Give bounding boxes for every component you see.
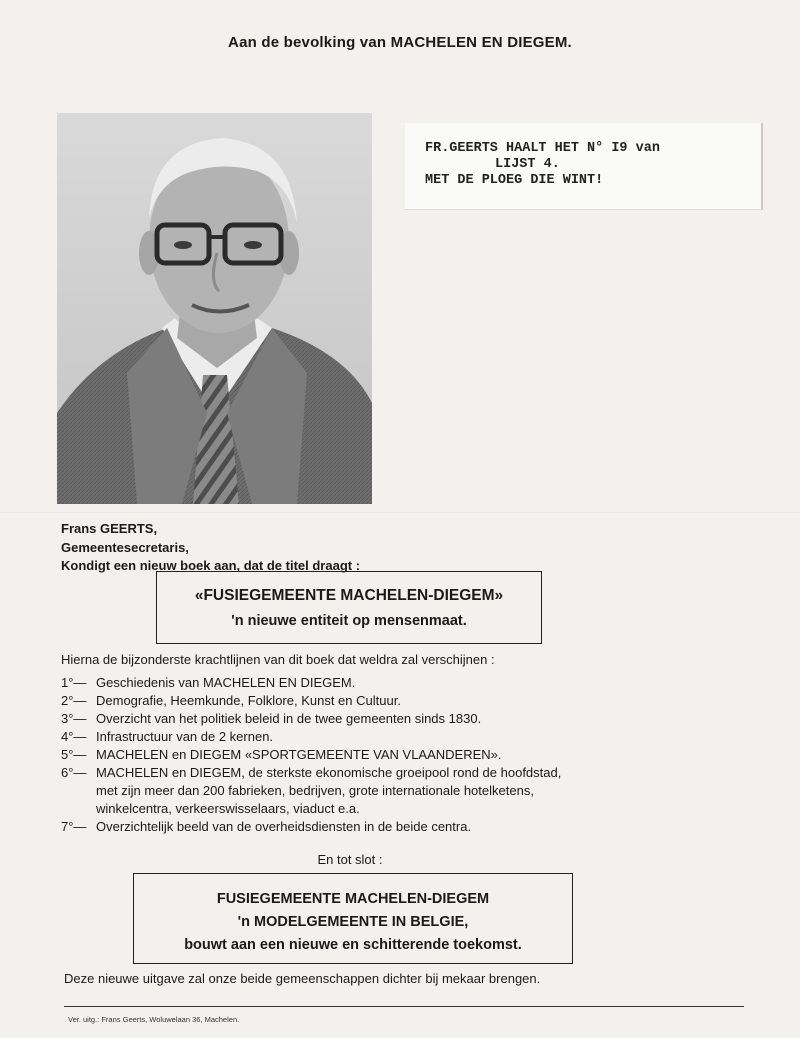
list-item <box>61 674 561 692</box>
footer-text: Deze nieuwe uitgave zal onze beide gemeenschappen dichter bij mekaar brengen. <box>64 971 541 986</box>
closing-line-3: bouwt aan een nieuwe en schitterende toekomst. <box>184 937 522 953</box>
list-item-number: 6°— <box>61 765 87 780</box>
list-item-text: Overzichtelijk beeld van de overheidsdiensten in de beide centra. <box>96 819 472 834</box>
book-title: «FUSIEGEMEENTE MACHELEN-DIEGEM» <box>194 587 504 604</box>
portrait-photo <box>57 113 372 504</box>
typed-note-line-1: FR.GEERTS HAALT HET N° I9 van <box>425 141 660 156</box>
list-item <box>61 728 561 746</box>
list-item-number: 5°— <box>61 747 87 762</box>
closing-box <box>133 873 573 964</box>
typed-note <box>405 123 763 210</box>
list-item-number: 1°— <box>61 675 87 690</box>
list-item-text: MACHELEN en DIEGEM «SPORTGEMEENTE VAN VLAANDEREN». <box>96 747 502 762</box>
author-role: Gemeentesecretaris, <box>61 539 189 555</box>
list-item <box>61 710 561 728</box>
list-item-text: Demografie, Heemkunde, Folklore, Kunst en Cultuur. <box>96 693 401 708</box>
author-name: Frans GEERTS, <box>61 521 158 536</box>
list-item <box>61 818 561 836</box>
book-title-box <box>156 571 542 644</box>
list-item-number: 4°— <box>61 729 87 744</box>
list-item <box>61 764 561 818</box>
author-block <box>61 520 360 576</box>
list-item-number: 3°— <box>61 711 87 726</box>
closing-intro: En tot slot : <box>317 852 383 867</box>
list-intro: Hierna de bijzonderste krachtlijnen van dit boek dat weldra zal verschijnen : <box>61 652 495 667</box>
portrait-illustration <box>57 113 372 504</box>
list-item <box>61 746 561 764</box>
typed-note-line-3: MET DE PLOEG DIE WINT! <box>425 173 604 188</box>
typed-note-line-2: LIJST 4. <box>495 157 560 172</box>
closing-line-1: FUSIEGEMEENTE MACHELEN-DIEGEM <box>216 891 490 907</box>
paper-fold <box>0 512 800 513</box>
page-heading: Aan de bevolking van MACHELEN EN DIEGEM. <box>228 34 572 51</box>
publisher-line: Ver. uitg.: Frans Geerts, Woluwelaan 36, Machelen. <box>68 1015 240 1024</box>
list-item-number: 2°— <box>61 693 87 708</box>
list-item-text: Overzicht van het politiek beleid in de twee gemeenten sinds 1830. <box>96 711 482 726</box>
list-item <box>61 692 561 710</box>
list-item-number: 7°— <box>61 819 87 834</box>
list-item-text: Geschiedenis van MACHELEN EN DIEGEM. <box>96 675 356 690</box>
closing-line-2: 'n MODELGEMEENTE IN BELGIE, <box>237 914 469 930</box>
highlights-list <box>61 674 561 836</box>
footer-rule <box>64 1006 744 1007</box>
author-announcement: Kondigt een nieuw boek aan, dat de titel draagt : <box>61 558 361 573</box>
book-subtitle: 'n nieuwe entiteit op mensenmaat. <box>231 613 467 629</box>
list-item-text: MACHELEN en DIEGEM, de sterkste ekonomische groeipool rond de hoofdstad, met zijn meer dan 200 fabrieken, bedrijven, grote internationale hotelketens, winkelcentra, verkeerswisselaars, viaduct e.a. <box>96 765 562 816</box>
list-item-text: Infrastructuur van de 2 kernen. <box>96 729 274 744</box>
